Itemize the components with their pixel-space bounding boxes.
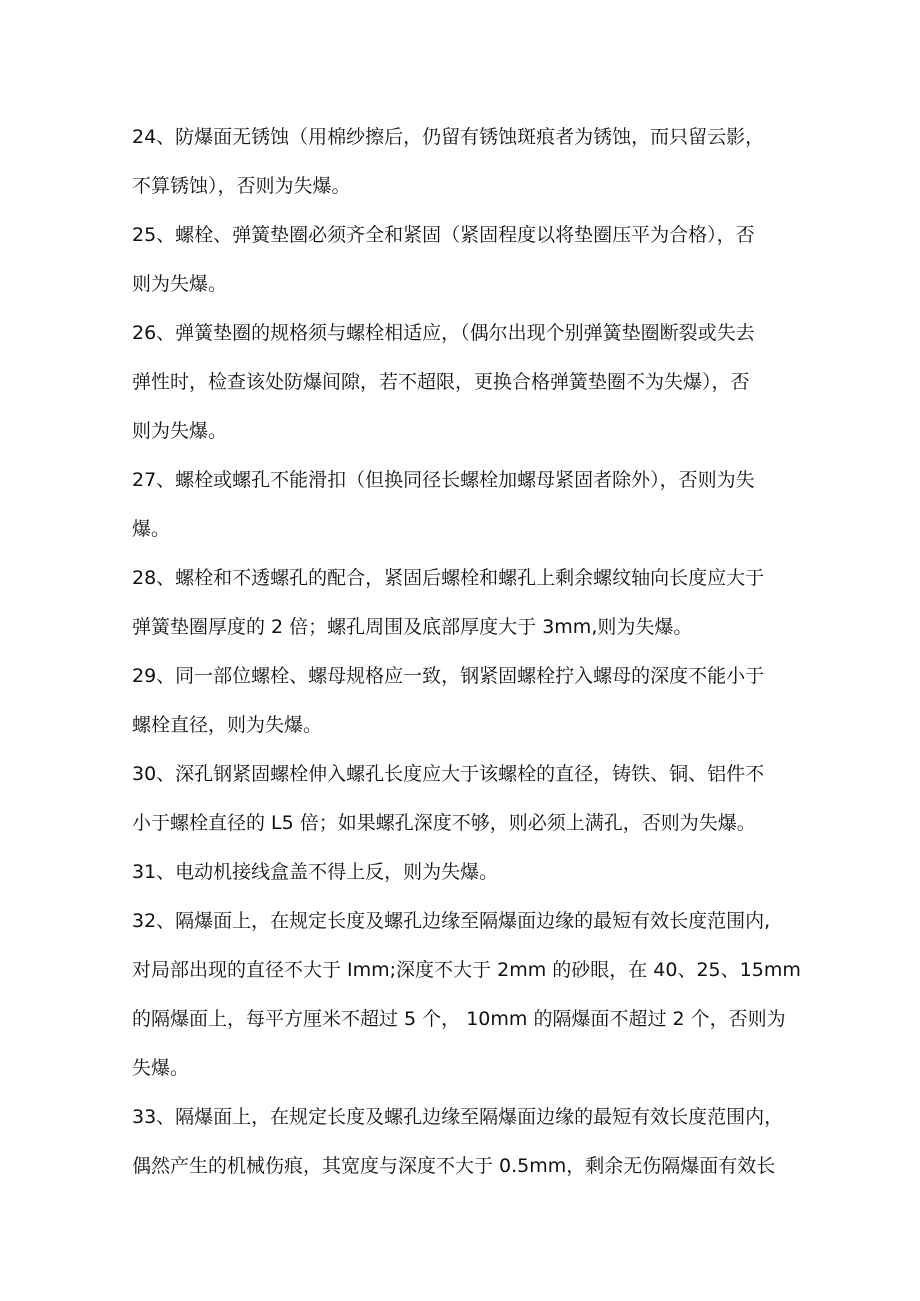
list-item bbox=[132, 309, 804, 456]
list-item bbox=[132, 554, 804, 652]
text-line: 弹簧垫圈厚度的 2 倍；螺孔周围及底部厚度大于 3mm,则为失爆。 bbox=[132, 616, 693, 638]
list-item bbox=[132, 1093, 804, 1191]
list-item bbox=[132, 848, 804, 897]
list-item bbox=[132, 113, 804, 211]
text-line: 弹性时，检查该处防爆间隙，若不超限，更换合格弹簧垫圈不为失爆），否 bbox=[132, 371, 750, 393]
text-line: 33、隔爆面上，在规定长度及螺孔边缘至隔爆面边缘的最短有效长度范围内， bbox=[132, 1106, 784, 1128]
text-line: 26、弹簧垫圈的规格须与螺栓相适应，（偶尔出现个别弹簧垫圈断裂或失去 bbox=[132, 322, 755, 344]
text-line: 偶然产生的机械伤痕，其宽度与深度不大于 0.5mm，剩余无伤隔爆面有效长 bbox=[132, 1155, 776, 1177]
text-line: 25、螺栓、弹簧垫圈必须齐全和紧固（紧固程度以将垫圈压平为合格），否 bbox=[132, 224, 755, 246]
text-line: 不算锈蚀），否则为失爆。 bbox=[132, 175, 351, 197]
text-line: 小于螺栓直径的 L5 倍；如果螺孔深度不够，则必须上满孔，否则为失爆。 bbox=[132, 812, 756, 834]
text-line: 则为失爆。 bbox=[132, 273, 228, 295]
text-line: 28、螺栓和不透螺孔的配合，紧固后螺栓和螺孔上剩余螺纹轴向长度应大于 bbox=[132, 567, 765, 589]
text-line: 失爆。 bbox=[132, 1057, 190, 1079]
list-item bbox=[132, 456, 804, 554]
text-line: 27、螺栓或螺孔不能滑扣（但换同径长螺栓加螺母紧固者除外），否则为失 bbox=[132, 469, 755, 491]
text-line: 则为失爆。 bbox=[132, 420, 228, 442]
list-item bbox=[132, 652, 804, 750]
document-body bbox=[132, 113, 804, 1191]
text-line: 31、电动机接线盒盖不得上反，则为失爆。 bbox=[132, 861, 499, 883]
text-line: 的隔爆面上，每平方厘米不超过 5 个， 10mm 的隔爆面不超过 2 个，否则为 bbox=[132, 1008, 786, 1030]
list-item bbox=[132, 897, 804, 1093]
text-line: 爆。 bbox=[132, 518, 171, 540]
text-line: 对局部出现的直径不大于 Imm;深度不大于 2mm 的砂眼，在 40、25、15mm bbox=[132, 959, 801, 981]
list-item bbox=[132, 211, 804, 309]
text-line: 30、深孔钢紧固螺栓伸入螺孔长度应大于该螺栓的直径，铸铁、铜、铝件不 bbox=[132, 763, 765, 785]
text-line: 24、防爆面无锈蚀（用棉纱擦后，仍留有锈蚀斑痕者为锈蚀，而只留云影， bbox=[132, 126, 765, 148]
list-item bbox=[132, 750, 804, 848]
text-line: 螺栓直径，则为失爆。 bbox=[132, 714, 323, 736]
text-line: 32、隔爆面上，在规定长度及螺孔边缘至隔爆面边缘的最短有效长度范围内, bbox=[132, 910, 771, 932]
text-line: 29、同一部位螺栓、螺母规格应一致，钢紧固螺栓拧入螺母的深度不能小于 bbox=[132, 665, 765, 687]
